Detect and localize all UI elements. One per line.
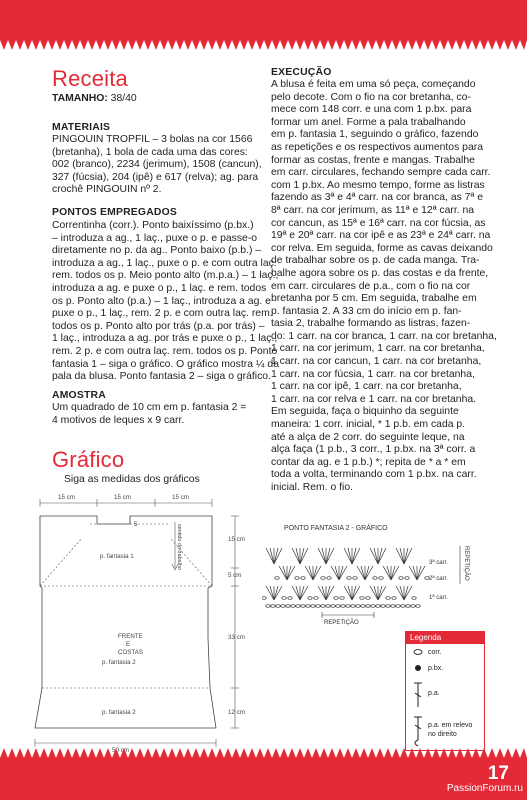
dim-right-3: 33 cm <box>228 634 245 641</box>
points-line: pala da blusa. Ponto fantasia 2 – siga o gráfico. <box>52 371 271 383</box>
garment-schematic <box>30 488 255 758</box>
execucao-line: em carr. circulares, fechando sempre cada carr. <box>271 167 491 179</box>
execucao-line: até a alça de 2 corr. do seguinte leque, na <box>271 431 465 443</box>
execucao-line: 8ª carr. na cor jerimum, as 11ª e 12ª carr. na <box>271 204 475 216</box>
execucao-line: de trabalhar sobre os p. de cada manga. Tra- <box>271 255 480 267</box>
dim-right-2: 5 cm <box>228 572 242 579</box>
double-crochet-symbol-icon <box>414 683 422 707</box>
points-line: 1 laç., introduza a ag. por trás e puxe o p., 1 laç., <box>52 333 278 345</box>
legend-label-no-direito: no direito <box>428 731 457 738</box>
grafico-title: Gráfico <box>52 447 125 472</box>
execucao-line: formar um anel. Forme a pala trabalhando <box>271 116 466 128</box>
materials-line: 002 (branco), 2234 (jerimum), 1508 (cancun), <box>52 159 262 171</box>
legend-title: Legenda <box>406 632 484 644</box>
execucao-line: bretanha por 5 cm. Em seguida, trabalhe em <box>271 293 477 305</box>
points-line: rem. todos os p. Meio ponto alto (m.p.a.) – 1 laç., <box>52 270 279 282</box>
execucao-line: 1 carr. na cor relva e 1 carr. na cor bretanha. <box>271 393 477 405</box>
execucao-line: Em seguida, faça o biquinho da seguinte <box>271 406 459 418</box>
dim-top-3: 15 cm <box>172 494 189 501</box>
legend-symbols <box>410 647 426 747</box>
garment-outline <box>35 516 216 728</box>
label-costas: COSTAS <box>118 649 143 656</box>
execucao-line: mece com 148 corr. e una com 1 p.bx. para <box>271 104 472 116</box>
label-e: E <box>126 641 131 648</box>
materials-text <box>52 134 262 197</box>
dim-top-2: 15 cm <box>114 494 131 501</box>
execucao-line: maneira: 1 corr. inicial, * 1 p.b. em cada p. <box>271 419 466 431</box>
execucao-text <box>271 79 497 495</box>
dim-bottom: 50 cm <box>112 747 129 754</box>
site-watermark: PassionForum.ru <box>446 783 523 794</box>
legend-box <box>405 631 485 751</box>
execucao-line: pelo decote. Com o fio na cor bretanha, co- <box>271 91 471 103</box>
stitch-chart-title: PONTO FANTASIA 2 - GRÁFICO <box>284 525 388 532</box>
materials-line: PINGOUIN TROPFIL – 3 bolas na cor 1566 <box>52 134 253 145</box>
materials-heading: MATERIAIS <box>52 122 111 133</box>
execucao-line: em p. fantasia 1, seguindo o gráfico, fazendo <box>271 129 479 141</box>
label-pfantasia2b: p. fantasia 2 <box>102 709 136 716</box>
points-line: fantasia 1 – siga o gráfico. O gráfico mostra ¼ da <box>52 358 279 370</box>
execucao-line: tasia 2, trabalhe formando as listras, fazen- <box>271 318 471 330</box>
slip-stitch-symbol-icon <box>415 665 421 671</box>
points-text <box>52 220 279 384</box>
row-label-3: 3ª carr. <box>429 560 448 566</box>
stitch-pattern <box>262 548 429 607</box>
legend-label-corr: corr. <box>428 649 442 656</box>
points-line: introduza a ag., 1 laç., puxe o p. e com outra laç. <box>52 257 277 269</box>
size-value: 38/40 <box>107 93 137 104</box>
execucao-line: em carr. circulares de p.a., com o fio na cor <box>271 280 471 292</box>
front-post-dc-symbol-icon <box>414 717 422 746</box>
label-frente: FRENTE <box>118 633 143 640</box>
execucao-line: inicial. Rem. o fio. <box>271 482 353 493</box>
legend-label-pa: p.a. <box>428 690 440 697</box>
execucao-line: formar as costas, frente e mangas. Trabalhe <box>271 154 475 166</box>
size-line <box>52 93 137 106</box>
execucao-line: balhe agora sobre os p. das costas e da frente, <box>271 267 489 279</box>
row-label-2: 2ª carr. <box>429 576 448 582</box>
points-line: puxe o p., 1 laç., rem. 2 p. e com outra laç. rem. <box>52 308 273 320</box>
execucao-line: A blusa é feita em uma só peça, começando <box>271 79 476 90</box>
materials-line: 327 (fúcsia), 204 (ipê) e 617 (relva); ag. para <box>52 171 259 183</box>
direction-label: sentido do trabalho <box>176 524 182 570</box>
page-number: 17 <box>487 763 509 784</box>
sample-line: Um quadrado de 10 cm em p. fantasia 2 = <box>52 402 247 413</box>
execucao-line: 1 carr. na cor cancun, 1 carr. na cor bretanha, <box>271 356 482 368</box>
materials-line: (bretanha), 1 bola de cada uma das cores: <box>52 146 248 158</box>
points-line: os p. Ponto alto (p.a.) – 1 laç., introduza a ag. e <box>52 295 271 307</box>
points-line: todos os p. Ponto alto por trás (p.a. por trás) – <box>52 320 265 332</box>
repeat-side-label: REPETIÇÃO <box>463 546 469 581</box>
sample-text <box>52 402 246 427</box>
stitch-chart <box>262 520 477 630</box>
sample-heading: AMOSTRA <box>52 390 106 401</box>
execucao-line: cor cancun, as 15ª e 16ª carr. na cor fúcsia, as <box>271 217 486 229</box>
points-line: – introduza a ag., 1 laç., puxe o p. e passe-o <box>52 232 258 244</box>
execucao-line: 19ª e 20ª carr. na cor ipê e as 23ª e 24ª carr. na <box>271 230 491 242</box>
size-label: TAMANHO: <box>52 93 108 104</box>
points-line: introduza a ag. e puxe o p., 1 laç. e rem. todos <box>52 282 267 294</box>
execucao-line: do: 1 carr. na cor branca, 1 carr. na cor bretanha, <box>271 330 497 342</box>
row-label-1: 1ª carr. <box>429 595 448 601</box>
materials-line: crochê PINGOUIN nº 2. <box>52 184 162 196</box>
execucao-line: com 1 p.bx. Ao mesmo tempo, forme as listras <box>271 179 485 191</box>
header-zigzag <box>0 40 527 52</box>
header-band <box>0 0 527 40</box>
execucao-heading: EXECUÇÃO <box>271 67 332 78</box>
label-pfantasia1: p. fantasia 1 <box>100 553 134 560</box>
execucao-line: 1 carr. na cor jerimum, 1 carr. na cor bretanha, <box>271 343 485 355</box>
dim-right-1: 15 cm <box>228 536 245 543</box>
points-heading: PONTOS EMPREGADOS <box>52 207 178 218</box>
footer-zigzag <box>0 746 527 758</box>
dim-right-4: 12 cm <box>228 709 245 716</box>
execucao-line: toda a volta, terminando com 1 p.bx. na carr. <box>271 469 477 481</box>
label-pfantasia2a: p. fantasia 2 <box>102 659 136 666</box>
chain-symbol-icon <box>414 650 422 655</box>
recipe-title: Receita <box>52 66 128 91</box>
notch-value: 5 <box>134 521 138 528</box>
points-line: Correntinha (corr.). Ponto baixíssimo (p.bx.) <box>52 220 254 231</box>
execucao-line: cor relva. Em seguida, forme as cavas deixando <box>271 242 493 254</box>
execucao-line: alça faça (1 p.b., 3 corr., 1 p.bx. na 3ª corr. a <box>271 444 476 456</box>
sample-line: 4 motivos de leques x 9 carr. <box>52 414 185 426</box>
execucao-line: 1 carr. na cor fúcsia, 1 carr. na cor bretanha, <box>271 368 475 380</box>
repeat-bottom-label: REPETIÇÃO <box>324 620 359 626</box>
legend-label-pa-relevo: p.a. em relevo <box>428 722 473 729</box>
legend-label-pbx: p.bx. <box>428 665 444 672</box>
execucao-line: p. fantasia 2. A 33 cm do início em p. fan- <box>271 305 462 317</box>
execucao-line: 1 carr. na cor ipê, 1 carr. na cor bretanha, <box>271 381 462 393</box>
dim-top-1: 15 cm <box>58 494 75 501</box>
execucao-line: fazendo as 3ª e 4ª carr. na cor branca, as 7ª e <box>271 192 483 204</box>
grafico-subtitle: Siga as medidas dos gráficos <box>64 474 200 485</box>
execucao-line: as repetições e os respectivos aumentos para <box>271 141 483 153</box>
points-line: diretamente no p. da ag.. Ponto baixo (p.b.) – <box>52 245 262 257</box>
execucao-line: contar da ag. e 1 p.b.) *; repita de * a * em <box>271 456 466 468</box>
points-line: rem. 2 p. e com outra laç. rem. todos os p. Ponto <box>52 345 278 357</box>
